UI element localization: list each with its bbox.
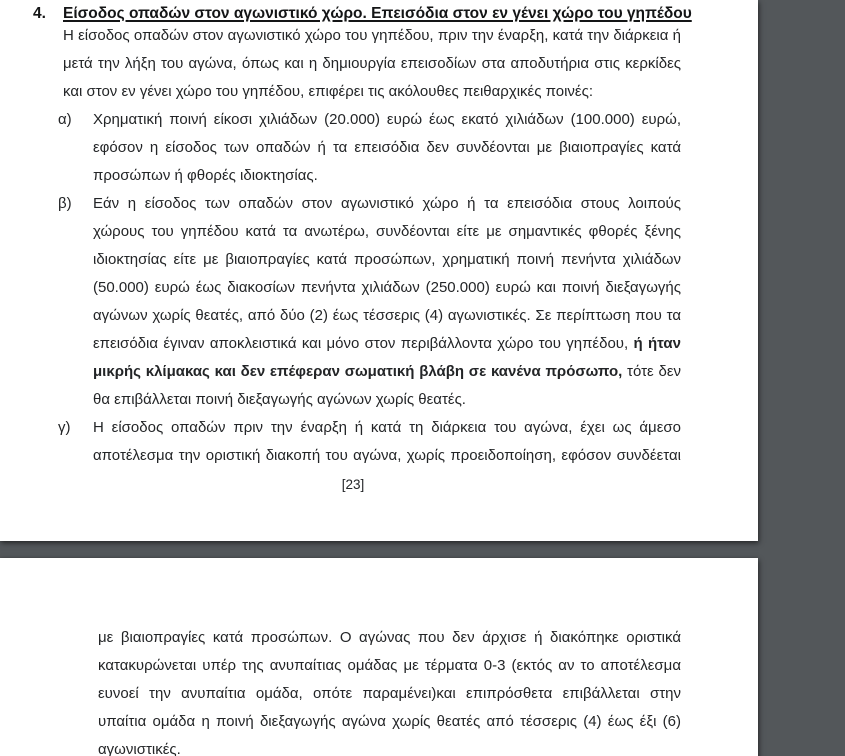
text-line (93, 134, 681, 162)
text-segment: ιδιοκτησίας είτε με βιαιοπραγίες κατά προσώπων, χρηματική ποινή πενήντα χιλιάδων (93, 251, 681, 268)
text-segment: ή ήταν (633, 335, 681, 352)
list-item-beta (58, 190, 682, 414)
intro-paragraph (63, 22, 681, 106)
document-page-2 (0, 558, 758, 756)
text-segment: θα επιβάλλεται ποινή διεξαγωγής αγώνων χωρίς θεατές. (93, 391, 466, 408)
text-segment: υπαίτια ομάδα η ποινή διεξαγωγής αγώνα χωρίς θεατές από τέσσερις (4) έως έξι (6) (98, 713, 681, 730)
text-line (93, 442, 681, 470)
section-heading (33, 3, 692, 24)
text-line (93, 358, 681, 386)
text-line (93, 386, 681, 414)
section-title: Είσοδος οπαδών στον αγωνιστικό χώρο. Επεισόδια στον εν γένει χώρο του γηπέδου (63, 5, 692, 22)
text-segment: τότε δεν (627, 363, 682, 380)
text-line (93, 162, 681, 190)
text-line (63, 50, 681, 78)
text-segment: Η είσοδος οπαδών πριν την έναρξη ή κατά τη διάρκεια του αγώνα, έχει ως άμεσο (93, 419, 681, 436)
text-segment: χώρους του γηπέδου κατά τα ανωτέρω, συνδέονται είτε με σημαντικές φθορές ξένης (93, 223, 681, 240)
list-item-alpha-text (93, 106, 681, 190)
text-segment: αγωνιστικές. (98, 741, 181, 756)
text-segment: (50.000) ευρώ έως διακοσίων πενήντα χιλιάδων (250.000) ευρώ και ποινή διεξαγωγής (93, 279, 681, 296)
text-segment: εφόσον η είσοδος των οπαδών ή τα επεισόδια δεν συνδέονται με βιαιοπραγίες κατά (93, 139, 681, 156)
text-line (93, 302, 681, 330)
list-item-alpha (58, 106, 681, 190)
text-segment: Χρηματική ποινή είκοσι χιλιάδων (20.000) ευρώ έως εκατό χιλιάδων (100.000) ευρώ, (93, 111, 681, 128)
list-item-alpha-label: α) (58, 111, 72, 128)
page2-paragraph (98, 624, 681, 756)
list-item-gamma-text (93, 414, 681, 470)
list-item-beta-label: β) (58, 195, 72, 212)
text-segment: αποτέλεσμα την οριστική διακοπή του αγώνα, χωρίς προειδοποίηση, εφόσον συνδέεται (93, 447, 681, 464)
text-line (93, 106, 681, 134)
text-line (98, 624, 681, 652)
text-line (63, 78, 681, 106)
list-item-gamma (58, 414, 681, 470)
list-item-beta-text (93, 190, 681, 414)
text-line (63, 22, 681, 50)
text-line (98, 736, 681, 756)
text-segment: και στον εν γένει χώρο του γηπέδου, επιφέρει τις ακόλουθες πειθαρχικές ποινές: (63, 83, 594, 100)
list-item-gamma-label: γ) (58, 419, 71, 436)
page1-text-column (58, 22, 682, 470)
text-segment: μικρής κλίμακας και δεν επέφεραν σωματική βλάβη σε κανένα πρόσωπο, (93, 363, 628, 380)
text-segment: ευνοεί την ανυπαίτια ομάδα, οπότε παραμένει)και επιπρόσθετα επιβάλλεται στην (98, 685, 681, 702)
text-segment: επεισόδια έγιναν αποκλειστικά και μόνο στον περιβάλλοντα χώρο του γηπέδου, (93, 335, 634, 352)
text-line (93, 218, 681, 246)
text-line (93, 414, 681, 442)
text-segment: Εάν η είσοδος των οπαδών στον αγωνιστικό χώρο ή τα επεισόδια στους λοιπούς (93, 195, 681, 212)
text-line (93, 330, 681, 358)
text-segment: προσώπων ή φθορές ιδιοκτησίας. (93, 167, 318, 184)
text-line (98, 708, 681, 736)
text-segment: μετά την λήξη του αγώνα, όπως και η δημιουργία επεισοδίων στα αποδυτήρια στις κερκίδες (63, 55, 681, 72)
text-segment: κατακυρώνεται υπέρ της ανυπαίτιας ομάδας με τέρματα 0-3 (εκτός αν το αποτέλεσμα (98, 657, 681, 674)
section-number: 4. (33, 5, 46, 22)
text-segment: αγώνων χωρίς θεατές, από δύο (2) έως τέσσερις (4) αγωνιστικές. Σε περίπτωση που τα (93, 307, 681, 324)
text-line (93, 246, 681, 274)
text-line (98, 680, 681, 708)
text-segment: με βιαιοπραγίες κατά προσώπων. Ο αγώνας που δεν άρχισε ή διακόπηκε οριστικά (98, 629, 681, 646)
page-number-footer: [23] (341, 477, 365, 492)
text-line (93, 190, 681, 218)
text-segment: Η είσοδος οπαδών στον αγωνιστικό χώρο του γηπέδου, πριν την έναρξη, κατά την διάρκεια ή (63, 27, 681, 44)
text-line (93, 274, 681, 302)
text-line (98, 652, 681, 680)
